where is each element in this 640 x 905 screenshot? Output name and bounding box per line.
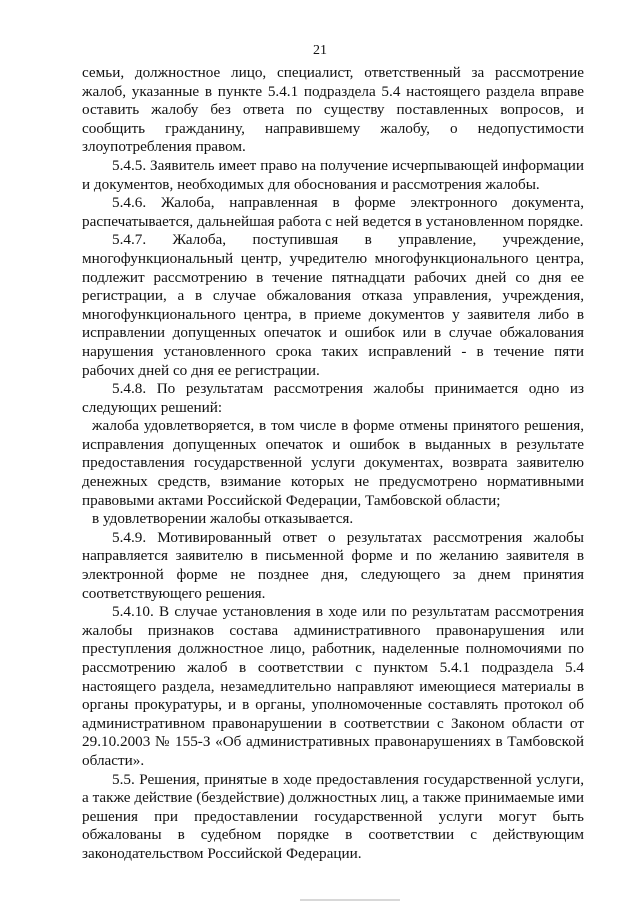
paragraph-5-4-6: 5.4.6. Жалоба, направленная в форме электронного документа, распечатывается, дальнейшая работа с ней ведется в установленном порядке. [82,194,584,230]
paragraph-decision-refuse: в удовлетворении жалобы отказывается. [92,510,354,528]
paragraph-5-4-5: 5.4.5. Заявитель имеет право на получение исчерпывающей информации и документов, необходимых для обоснования и рассмотрения жалобы. [82,156,584,193]
paragraph-5-5: 5.5. Решения, принятые в ходе предоставления государственной услуги, а также действие (бездействие) должностных лиц, а также принимаемые ими решения при предоставлении государственной услуги могут быть обжалованы в судебном порядке в соответствии с действующим законодательством Российской Федерации. [82,770,584,862]
paragraph-5-4-9: 5.4.9. Мотивированный ответ о результатах рассмотрения жалобы направляется заявителю в письменной форме и по желанию заявителя в электронной форме не позднее дня, следующего за днем принятия соответствующего решения. [82,528,584,602]
paragraph-5-4-8: 5.4.8. По результатам рассмотрения жалобы принимается одно из следующих решений: [82,380,584,416]
footer-scan-mark [300,899,400,901]
paragraph-decision-satisfy: жалоба удовлетворяется, в том числе в форме отмены принятого решения, исправления допущенных опечаток и ошибок в выданных в результате предоставления государственной услуги документах, возврата заявителю денежных средств, взимание которых не предусмотрено нормативными правовыми актами Российской Федерации, Тамбовской области; [82,417,584,509]
paragraph-continuation: семьи, должностное лицо, специалист, ответственный за рассмотрение жалоб, указанные в пункте 5.4.1 подраздела 5.4 настоящего раздела вправе оставить жалобу без ответа по существу поставленных вопросов, и сообщить гражданину, направившему жалобу, о недопустимости злоупотребления правом. [82,64,584,156]
paragraph-5-4-7: 5.4.7. Жалоба, поступившая в управление, учреждение, многофункциональный центр, учредителю многофункционального центра, подлежит рассмотрению в течение пятнадцати рабочих дней со дня ее регистрации, а в случае обжалования отказа управления, учреждения, многофункционального центра, в приеме документов у заявителя либо в исправлении допущенных опечаток и ошибок или в случае обжалования нарушения установленного срока таких исправлений - в течение пяти рабочих дней со дня ее регистрации. [82,231,584,379]
page-number: 21 [313,43,327,58]
paragraph-5-4-10: 5.4.10. В случае установления в ходе или по результатам рассмотрения жалобы признаков состава административного правонарушения или преступления должностное лицо, работник, наделенные полномочиями по рассмотрению жалоб в соответствии с пунктом 5.4.1 подраздела 5.4 настоящего раздела, незамедлительно направляют имеющиеся материалы в органы прокуратуры, и в органы, уполномоченные составлять протокол об административном правонарушении в соответствии с Законом области от 29.10.2003 № 155-З «Об административных правонарушениях в Тамбовской области». [82,603,584,769]
document-body [82,64,584,864]
